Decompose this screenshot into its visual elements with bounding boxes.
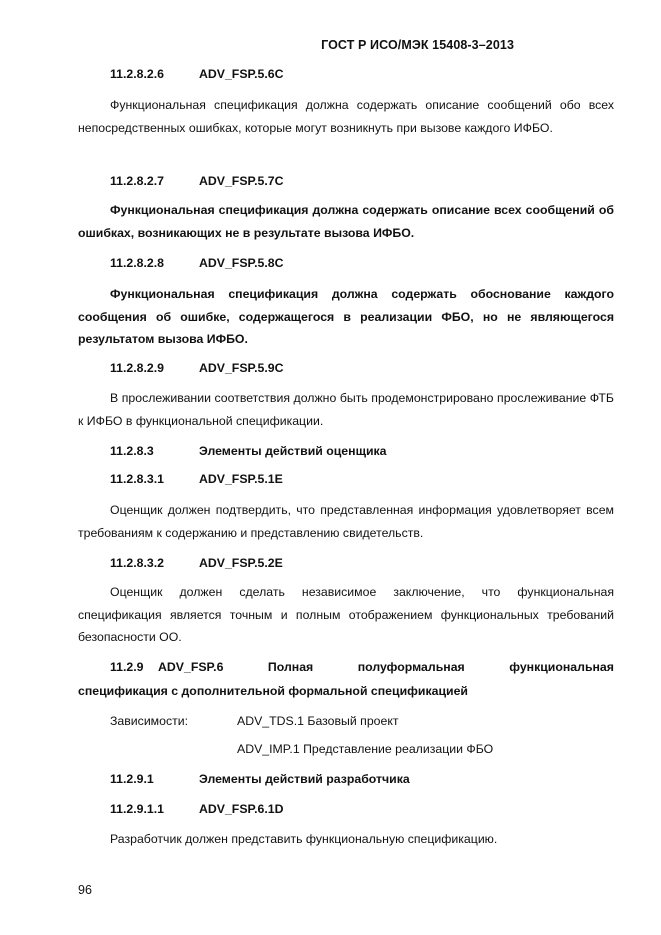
component-number: 11.2.9 [110, 660, 144, 674]
section-title: Элементы действий оценщика [199, 444, 387, 458]
page-number: 96 [78, 883, 92, 897]
section-paragraph: Функциональная спецификация должна содержать описание сообщений обо всех непосредственных ошибках, которые могут возникнуть при вызове каждого ИФБО. [78, 98, 614, 135]
section-code: ADV_FSP.5.7C [199, 174, 284, 188]
section-paragraph: Разработчик должен представить функциональную спецификацию. [110, 832, 498, 846]
section-number: 11.2.8.2.7 [110, 174, 165, 188]
section-number: 11.2.8.3 [110, 444, 154, 458]
section-paragraph: Функциональная спецификация должна содержать описание всех сообщений об ошибках, возникающих не в результате вызова ИФБО. [78, 203, 614, 240]
heading-word: полуформальная [357, 660, 465, 674]
section-code: ADV_FSP.6.1D [199, 802, 284, 816]
section-number: 11.2.9.1 [110, 772, 154, 786]
section-number: 11.2.9.1.1 [110, 802, 165, 816]
section-number: 11.2.8.3.2 [110, 556, 165, 570]
component-code: ADV_FSP.6 [158, 660, 224, 674]
section-paragraph: Оценщик должен сделать независимое заключение, что функциональная спецификация является точным и полным отображением функциональных требований безопасности ОО. [78, 585, 614, 644]
dependency-item: ADV_TDS.1 Базовый проект [237, 714, 399, 728]
heading-word: Полная [267, 660, 314, 674]
section-paragraph: Функциональная спецификация должна содержать обоснование каждого сообщения об ошибке, содержащегося в реализации ФБО, но не являющегося результатом вызова ИФБО. [78, 287, 614, 346]
dependencies-label: Зависимости: [110, 714, 189, 728]
section-paragraph: В прослеживании соответствия должно быть продемонстрировано прослеживание ФТБ к ИФБО в функциональной спецификации. [78, 391, 614, 428]
section-code: ADV_FSP.5.1E [199, 472, 283, 486]
section-number: 11.2.8.2.8 [110, 256, 165, 270]
section-number: 11.2.8.2.6 [110, 67, 165, 81]
component-heading-line2: спецификация с дополнительной формальной спецификацией [78, 684, 468, 698]
section-code: ADV_FSP.5.8C [199, 256, 284, 270]
section-code: ADV_FSP.5.9C [199, 361, 284, 375]
document-header: ГОСТ Р ИСО/МЭК 15408-3–2013 [321, 38, 514, 52]
dependency-item: ADV_IMP.1 Представление реализации ФБО [237, 742, 494, 756]
section-code: ADV_FSP.5.2E [199, 556, 283, 570]
heading-word: функциональная [509, 660, 614, 674]
section-title: Элементы действий разработчика [199, 772, 410, 786]
component-heading-line1 [78, 656, 614, 678]
section-code: ADV_FSP.5.6C [199, 67, 284, 81]
section-paragraph: Оценщик должен подтвердить, что представленная информация удовлетворяет всем требованиям к содержанию и представлению свидетельств. [78, 503, 614, 540]
section-number: 11.2.8.3.1 [110, 472, 165, 486]
section-number: 11.2.8.2.9 [110, 361, 165, 375]
